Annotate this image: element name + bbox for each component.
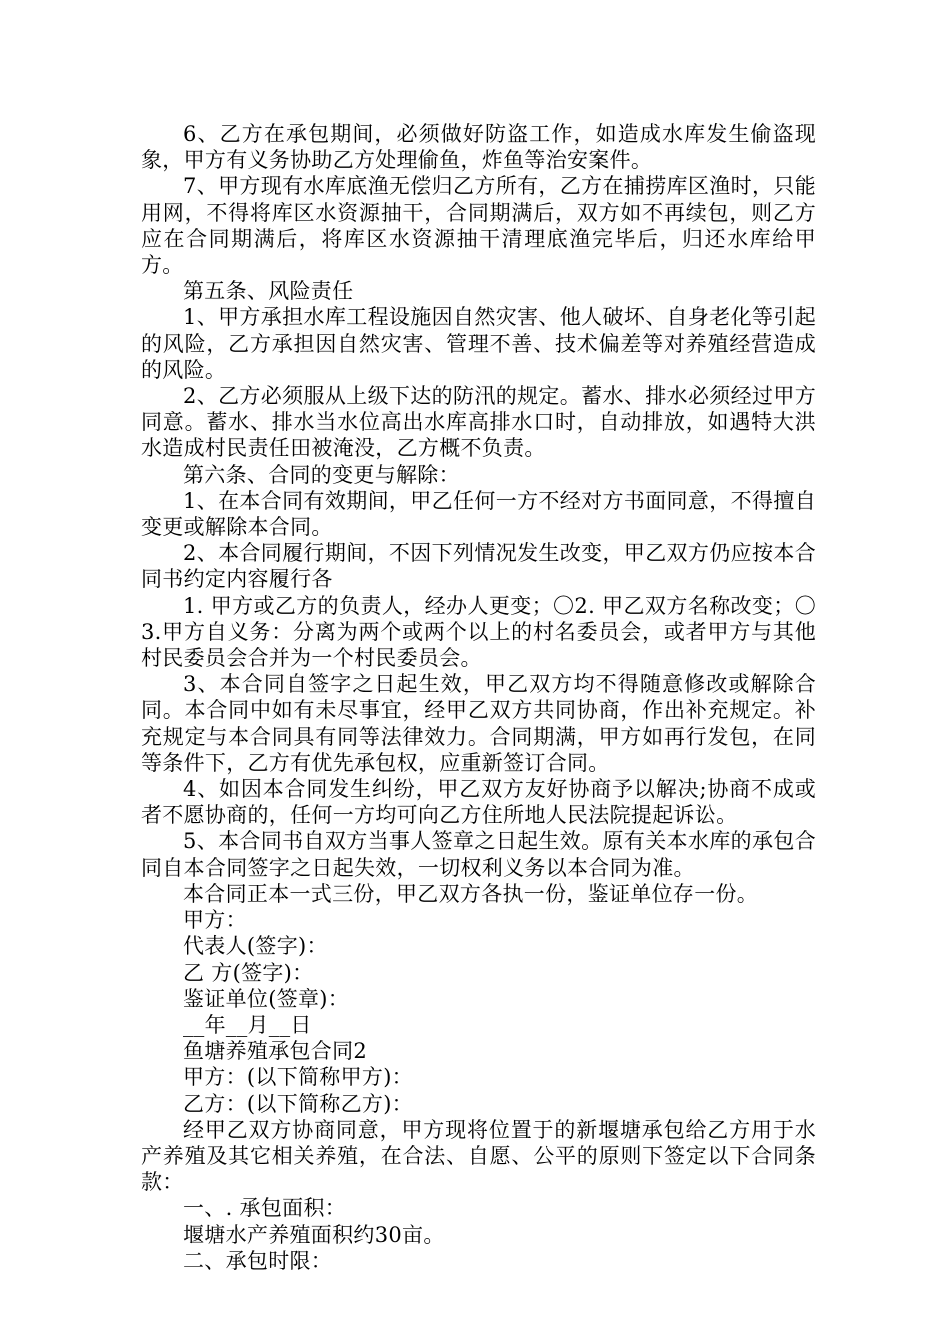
contract-2-party-a: 甲方：(以下简称甲方)： <box>183 1065 413 1090</box>
paragraph-clause-7: 7、甲方现有水库底渔无偿归乙方所有，乙方在捕捞库区渔时，只能用网，不得将库区水资源抽干，合同期满后，双方如不再续包，则乙方应在合同期满后，将库区水资源抽干清理底渔完毕后，归还水库给甲方。 <box>141 174 816 278</box>
paragraph-risk-1: 1、甲方承担水库工程设施因自然灾害、他人破坏、自身老化等引起的风险，乙方承担因自然灾害、管理不善、技术偏差等对养殖经营造成的风险。 <box>141 305 816 382</box>
section-heading-article-5: 第五条、风险责任 <box>183 279 354 304</box>
signature-witness: 鉴证单位(签章)： <box>183 986 350 1011</box>
signature-representative: 代表人(签字)： <box>183 934 328 959</box>
paragraph-change-3: 3、本合同自签字之日起生效，甲乙双方均不得随意修改或解除合同。本合同中如有未尽事宜，经甲乙双方共同协商，作出补充规定。补充规定与本合同具有同等法律效力。合同期满，甲方如再行发包，在同等条件下，乙方有优先承包权，应重新签订合同。 <box>141 672 816 775</box>
contract-2-party-b: 乙方：(以下简称乙方)： <box>183 1091 413 1116</box>
contract-2-preamble: 经甲乙双方协商同意，甲方现将位置于的新堰塘承包给乙方用于水产养殖及其它相关养殖，在合法、自愿、公平的原则下签定以下合同条款： <box>141 1117 816 1195</box>
paragraph-change-list: 1. 甲方或乙方的负责人，经办人更变；〇2. 甲乙双方名称改变；〇3.甲方自义务：分离为两个或两个以上的村名委员会，或者甲方与其他村民委员会合并为一个村民委员会。 <box>141 593 816 671</box>
paragraph-clause-6: 6、乙方在承包期间，必须做好防盗工作，如造成水库发生偷盗现象，甲方有义务协助乙方处理偷鱼，炸鱼等治安案件。 <box>141 122 816 173</box>
contract-2-heading-area: 一、. 承包面积： <box>183 1196 347 1221</box>
contract-2-area-detail: 堰塘水产养殖面积约30亩。 <box>183 1222 445 1247</box>
document-body <box>141 121 816 1274</box>
paragraph-copies: 本合同正本一式三份，甲乙双方各执一份，鉴证单位存一份。 <box>183 881 759 906</box>
paragraph-risk-2: 2、乙方必须服从上级下达的防汛的规定。蓄水、排水必须经过甲方同意。蓄水、排水当水位高出水库高排水口时，自动排放，如遇特大洪水造成村民责任田被淹没，乙方概不负责。 <box>141 384 816 461</box>
contract-2-title: 鱼塘养殖承包合同2 <box>183 1039 368 1064</box>
paragraph-change-2: 2、本合同履行期间，不因下列情况发生改变，甲乙双方仍应按本合同书约定内容履行各 <box>141 541 816 592</box>
signature-party-b: 乙 方(签字)： <box>183 960 314 985</box>
signature-date: __年__月__日 <box>183 1012 312 1037</box>
contract-2-heading-term: 二、承包时限： <box>183 1248 333 1273</box>
section-heading-article-6: 第六条、合同的变更与解除： <box>183 462 460 487</box>
signature-party-a: 甲方： <box>183 908 247 933</box>
paragraph-change-1: 1、在本合同有效期间，甲乙任何一方不经对方书面同意，不得擅自变更或解除本合同。 <box>141 488 816 540</box>
paragraph-change-4: 4、如因本合同发生纠纷，甲乙双方友好协商予以解决;协商不成或者不愿协商的，任何一方均可向乙方住所地人民法院提起诉讼。 <box>141 777 816 828</box>
paragraph-change-5: 5、本合同书自双方当事人签章之日起生效。原有关本水库的承包合同自本合同签字之日起失效，一切权利义务以本合同为准。 <box>141 829 816 880</box>
